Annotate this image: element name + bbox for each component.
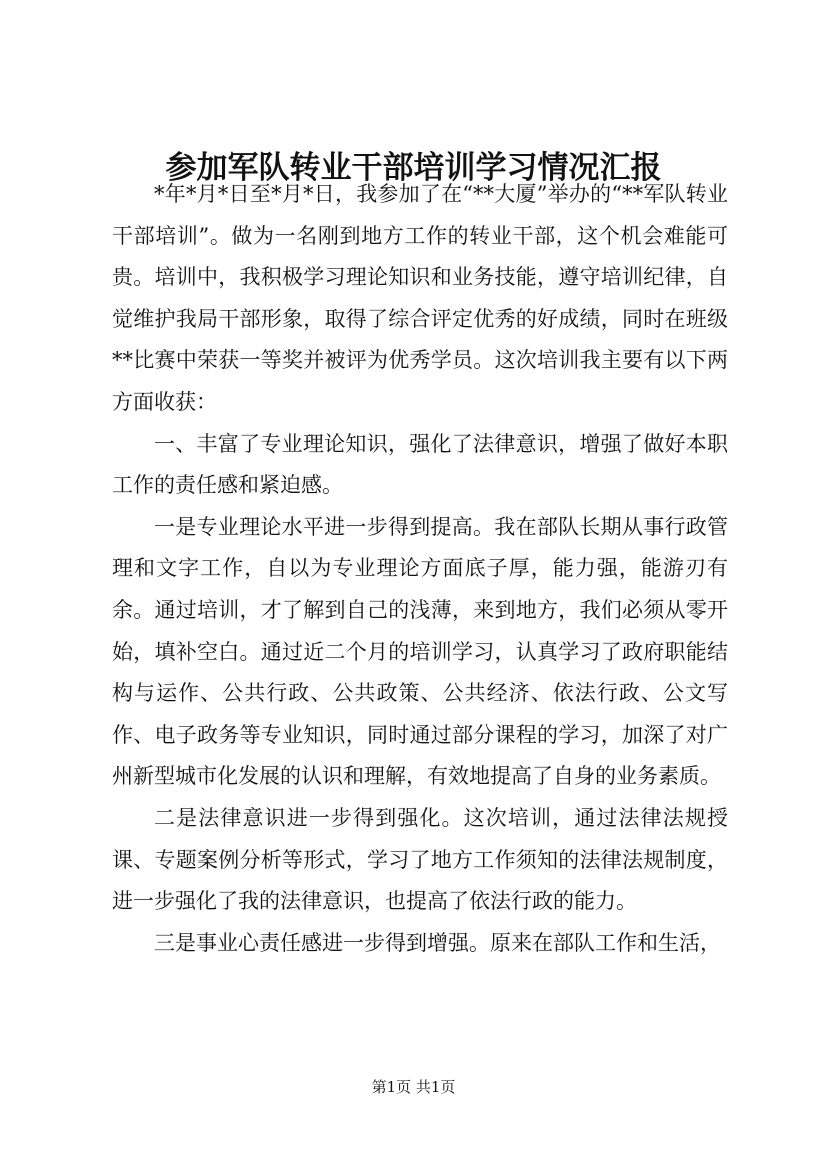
- document-title: 参加军队转业干部培训学习情况汇报: [165, 150, 662, 186]
- paragraph-point-two: 二是法律意识进一步得到强化。这次培训，通过法律法规授课、专题案例分析等形式，学习了地方工作须知的法律法规制度，进一步强化了我的法律意识，也提高了依法行政的能力。: [112, 805, 728, 914]
- document-body: [112, 174, 728, 964]
- paragraph-point-three: 三是事业心责任感进一步得到增强。原来在部队工作和生活，: [154, 930, 721, 955]
- paragraph-point-one: 一是专业理论水平进一步得到提高。我在部队长期从事行政管理和文字工作，自以为专业理论方面底子厚，能力强，能游刃有余。通过培训，才了解到自己的浅薄，来到地方，我们必须从零开始，填补空白。通过近二个月的培训学习，认真学习了政府职能结构与运作、公共行政、公共政策、公共经济、依法行政、公文写作、电子政务等专业知识，同时通过部分课程的学习，加深了对广州新型城市化发展的认识和理解，有效地提高了自身的业务素质。: [112, 514, 728, 789]
- paragraph-intro: *年*月*日至*月*日，我参加了在“**大厦”举办的“**军队转业干部培训”。做为一名刚到地方工作的转业干部，这个机会难能可贵。培训中，我积极学习理论知识和业务技能，遵守培训纪律，自觉维护我局干部形象，取得了综合评定优秀的好成绩，同时在班级**比赛中荣获一等奖并被评为优秀学员。这次培训我主要有以下两方面收获：: [112, 182, 728, 414]
- paragraph-heading-one: 一、丰富了专业理论知识，强化了法律意识，增强了做好本职工作的责任感和紧迫感。: [112, 431, 728, 498]
- page-footer: 第1页 共1页: [371, 1078, 456, 1096]
